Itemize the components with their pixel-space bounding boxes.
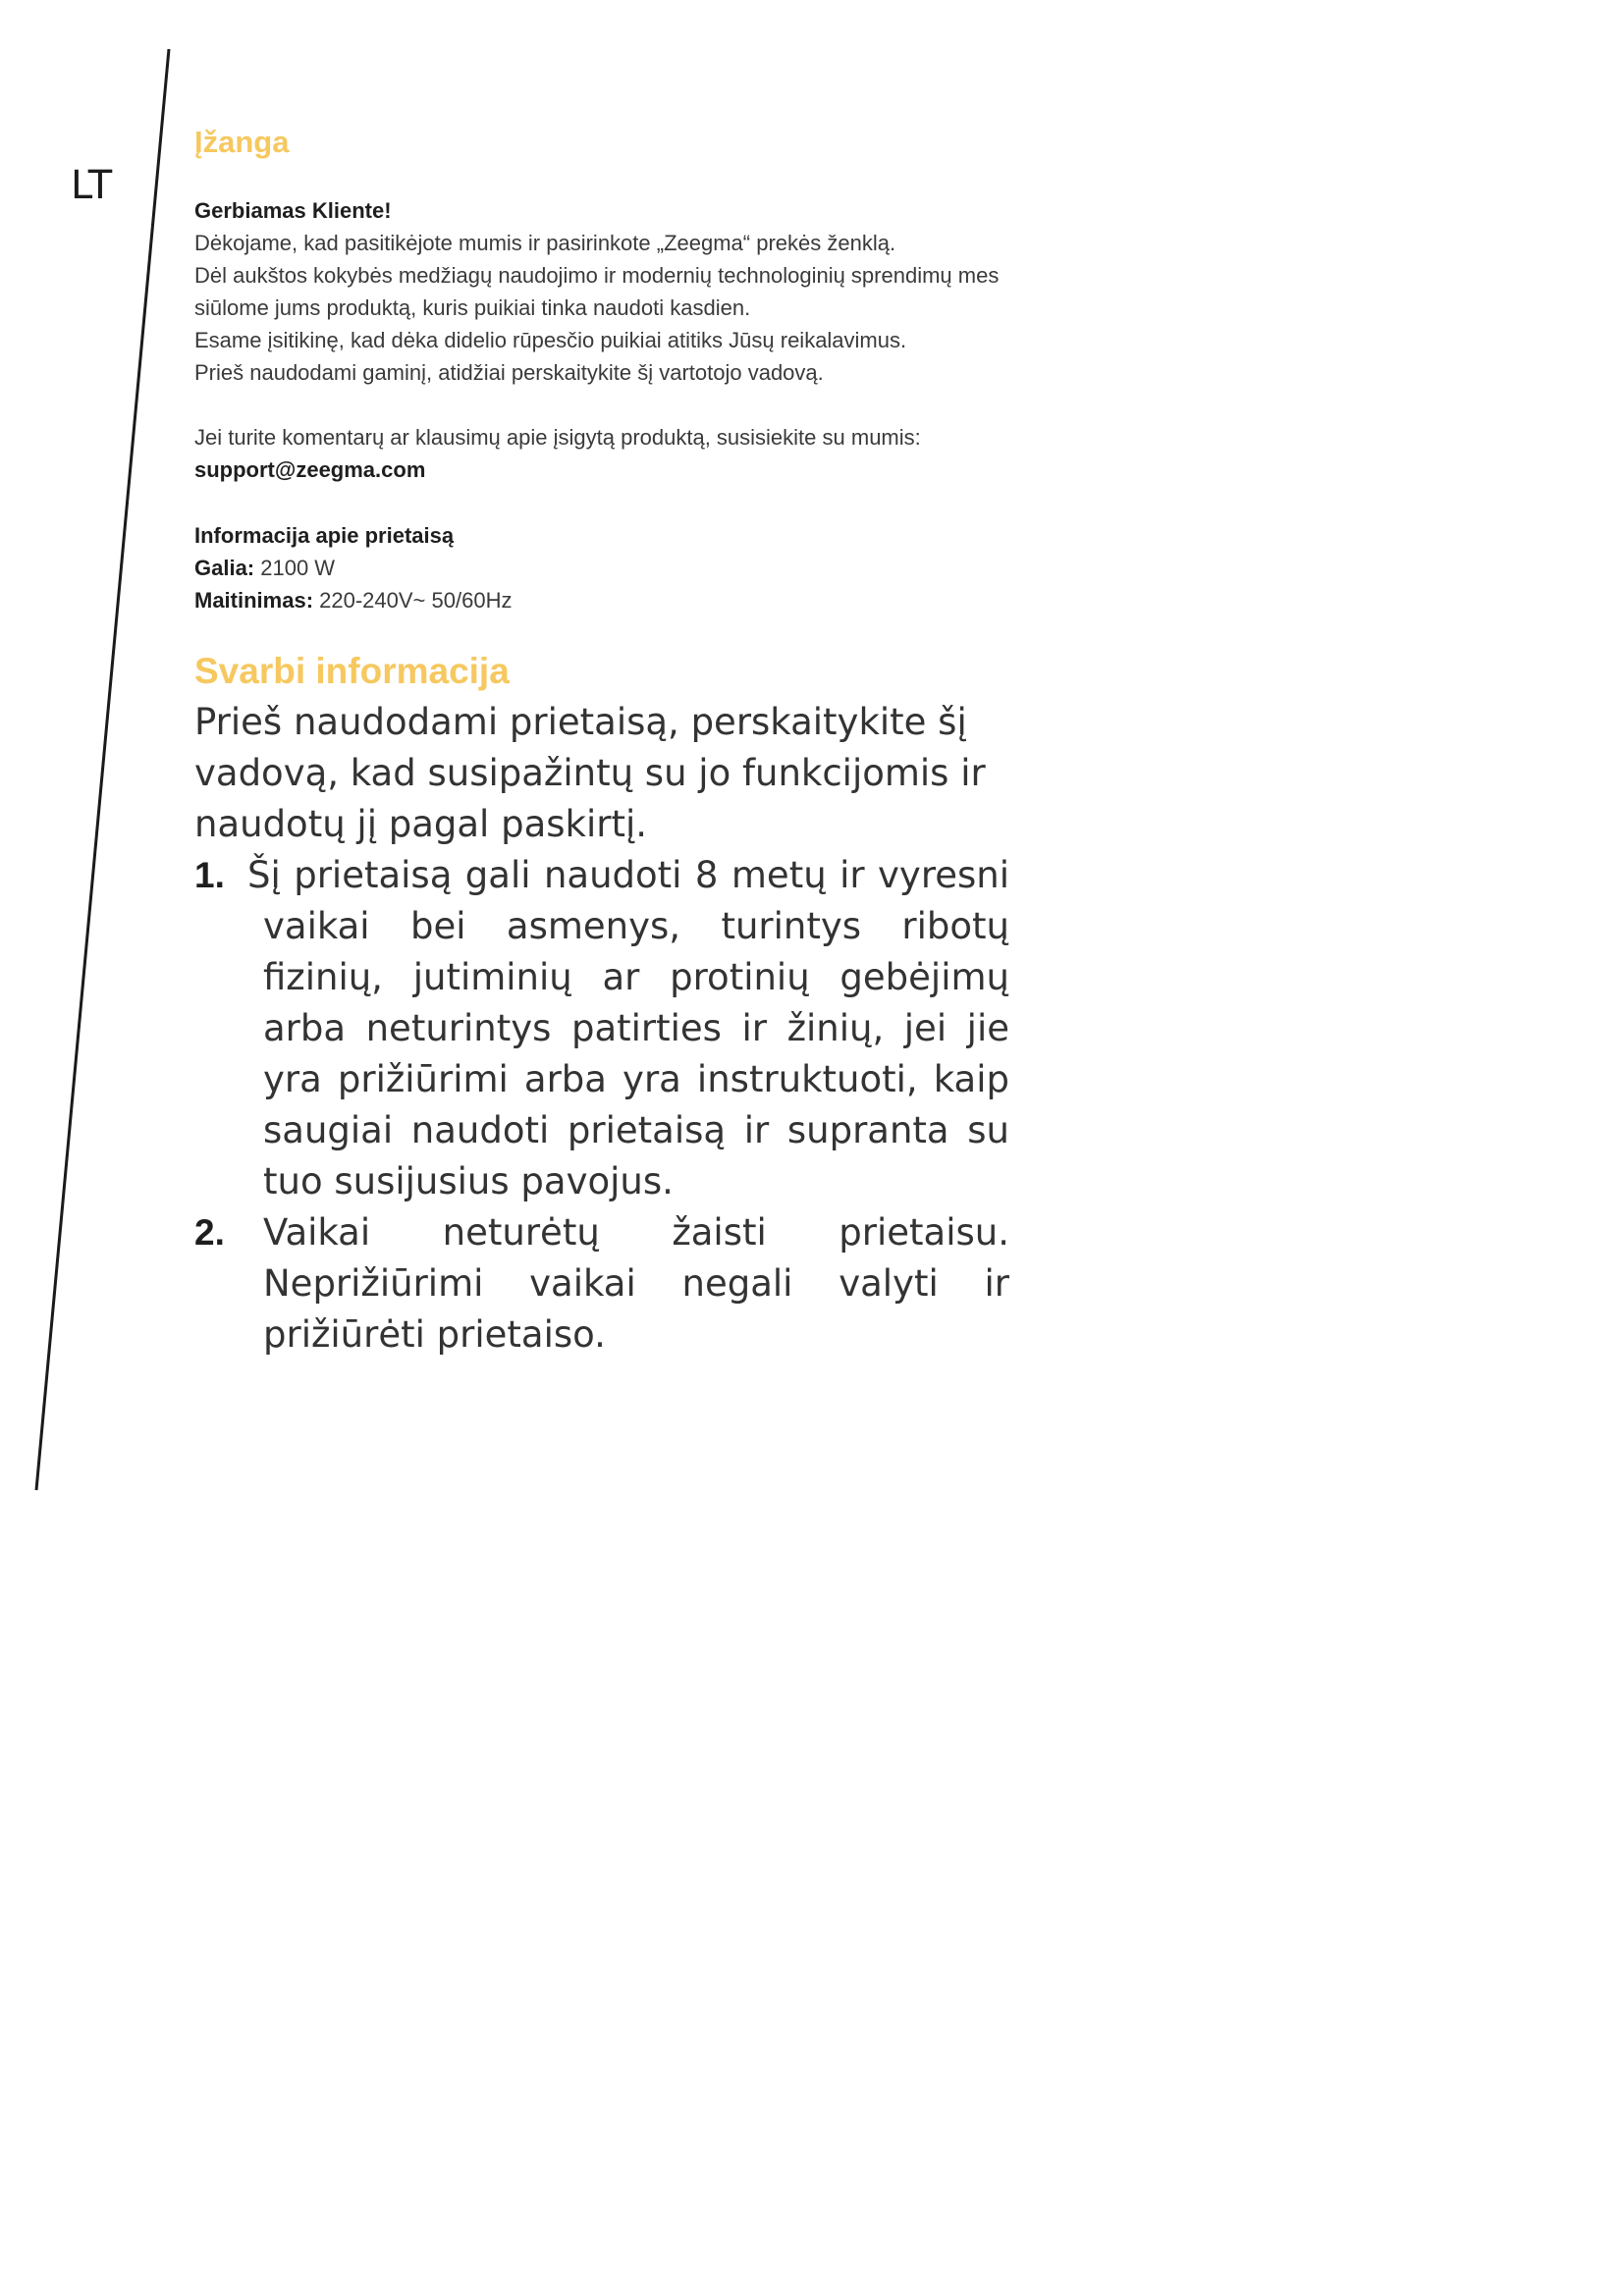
important-body xyxy=(194,697,1009,1361)
device-info-title: Informacija apie prietaisą xyxy=(194,523,455,548)
safety-rule-1 xyxy=(194,850,1009,1207)
important-title: Svarbi informacija xyxy=(194,651,510,691)
important-section xyxy=(194,648,1009,1361)
power-row xyxy=(194,552,1009,584)
language-code: LT xyxy=(71,163,114,208)
support-email: support@zeegma.com xyxy=(194,457,426,482)
intro-paragraph-4: Prieš naudodami gaminį, atidžiai perskaitykite šį vartotojo vadovą. xyxy=(194,360,824,385)
intro-title: Įžanga xyxy=(194,125,290,159)
supply-label: Maitinimas: xyxy=(194,588,314,613)
rule-text: Vaikai neturėtų žaisti prietaisu. Neprižiūrimi vaikai negali valyti ir prižiūrėti prietaiso. xyxy=(263,1211,1009,1356)
intro-body xyxy=(194,194,1009,486)
safety-rule-2 xyxy=(194,1207,1009,1361)
rule-number: 2. xyxy=(194,1212,225,1253)
device-info xyxy=(194,519,1009,616)
supply-row xyxy=(194,584,1009,616)
manual-page-content xyxy=(194,120,1009,1361)
supply-value: 220-240V~ 50/60Hz xyxy=(313,588,513,613)
intro-paragraph-1: Dėkojame, kad pasitikėjote mumis ir pasirinkote „Zeegma“ prekės ženklą. xyxy=(194,231,896,255)
contact-text: Jei turite komentarų ar klausimų apie įsigytą produktą, susisiekite su mumis: xyxy=(194,425,921,450)
intro-section xyxy=(194,120,1009,616)
power-label: Galia: xyxy=(194,556,255,580)
rule-text: Šį prietaisą gali naudoti 8 metų ir vyresni vaikai bei asmenys, turintys ribotų fizinių, jutiminių ar protinių gebėjimų arba neturintys patirties ir žinių, jei jie yra prižiūrimi arba yra instruktuoti, kaip saugiai naudoti prietaisą ir supranta su tuo susijusius pavojus. xyxy=(247,854,1009,1202)
power-value: 2100 W xyxy=(254,556,336,580)
greeting: Gerbiamas Kliente! xyxy=(194,198,392,223)
safety-rules-list xyxy=(194,850,1009,1361)
contact-paragraph xyxy=(194,421,1009,486)
divider-stroke xyxy=(36,49,169,1490)
intro-paragraph-3: Esame įsitikinę, kad dėka didelio rūpesčio puikiai atitiks Jūsų reikalavimus. xyxy=(194,328,907,352)
rule-number: 1. xyxy=(194,855,225,895)
intro-paragraph-2: Dėl aukštos kokybės medžiagų naudojimo ir modernių technologinių sprendimų mes siūlome jums produktą, kuris puikiai tinka naudoti kasdien. xyxy=(194,263,1000,320)
important-lead: Prieš naudodami prietaisą, perskaitykite šį vadovą, kad susipažintų su jo funkcijomis ir naudotų jį pagal paskirtį. xyxy=(194,701,986,845)
